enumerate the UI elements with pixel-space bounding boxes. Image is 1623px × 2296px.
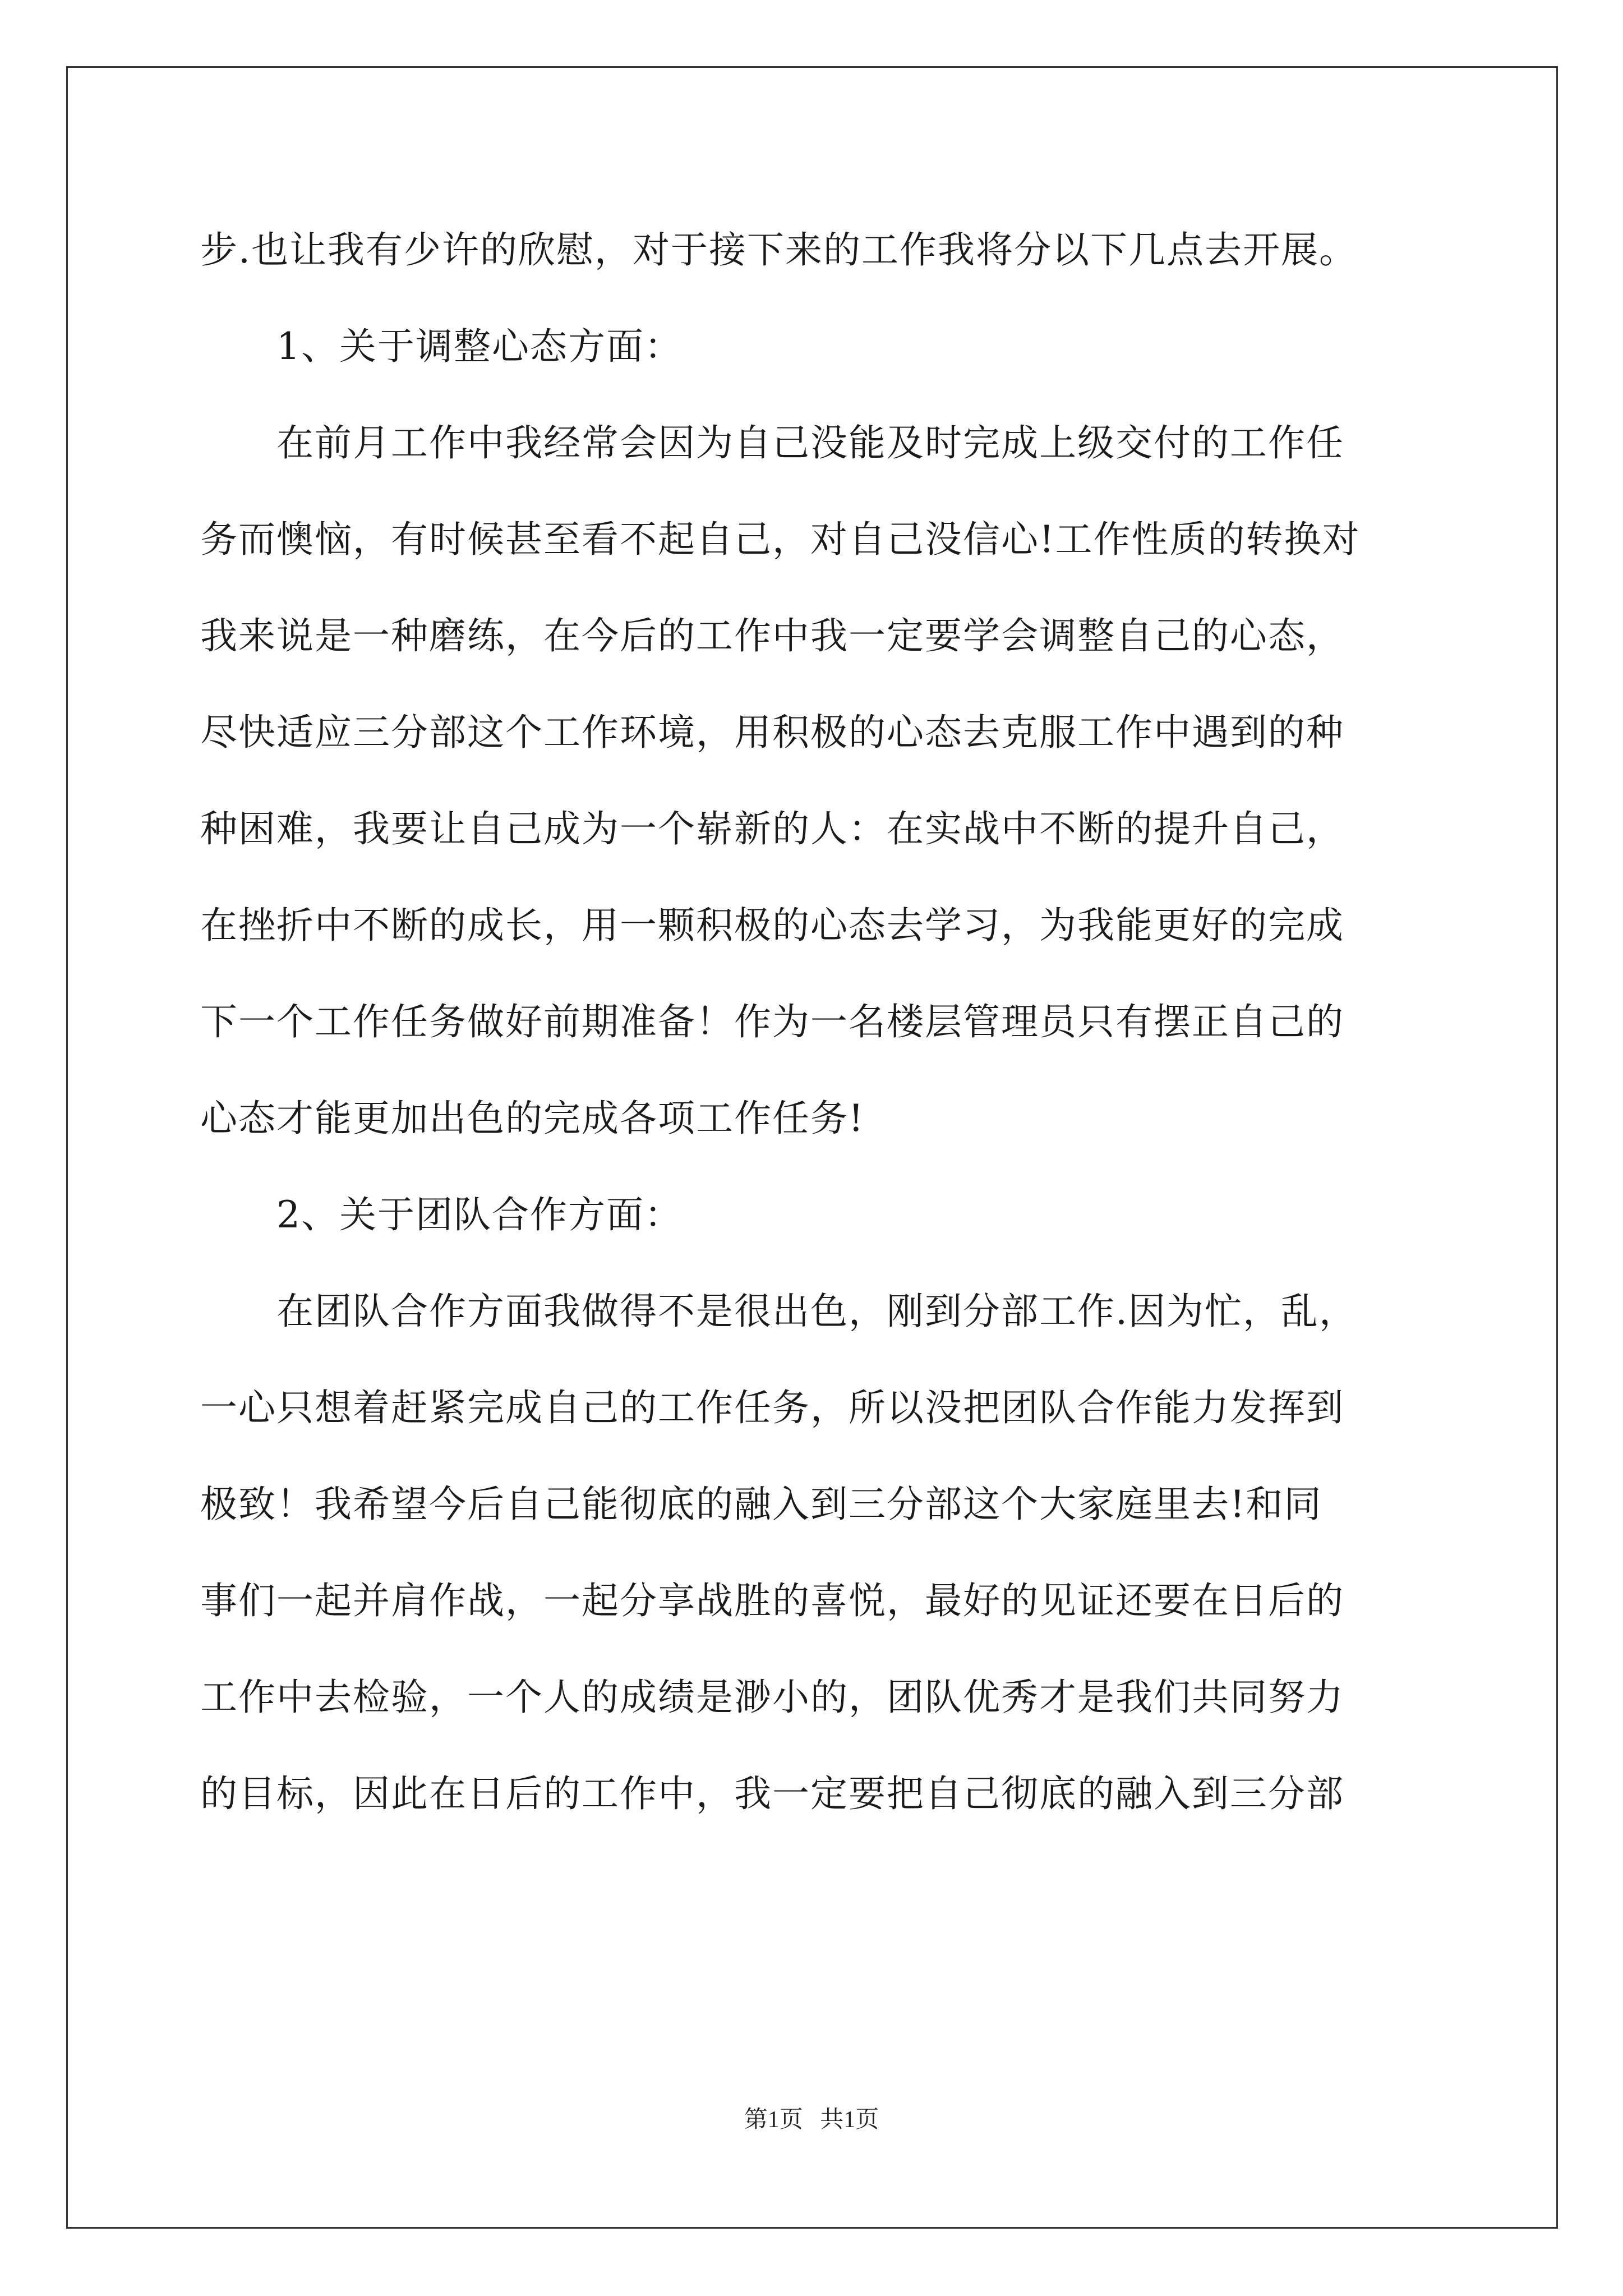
paragraph-line: 极致！我希望今后自己能彻底的融入到三分部这个大家庭里去!和同	[200, 1483, 1322, 1526]
paragraph-line: 种困难，我要让自己成为一个崭新的人：在实战中不断的提升自己，	[200, 807, 1344, 850]
paragraph-line: 在团队合作方面我做得不是很出色，刚到分部工作.因为忙，乱，	[276, 1290, 1357, 1333]
paragraph-line: 在挫折中不断的成长，用一颗积极的心态去学习，为我能更好的完成	[200, 904, 1344, 947]
paragraph-line: 工作中去检验，一个人的成绩是渺小的，团队优秀才是我们共同努力	[200, 1676, 1344, 1719]
section-heading: 1、关于调整心态方面：	[276, 325, 683, 368]
paragraph-line: 务而懊恼，有时候甚至看不起自己，对自己没信心!工作性质的转换对	[200, 518, 1361, 561]
paragraph-line: 尽快适应三分部这个工作环境，用积极的心态去克服工作中遇到的种	[200, 711, 1344, 754]
paragraph-line: 的目标，因此在日后的工作中，我一定要把自己彻底的融入到三分部	[200, 1772, 1344, 1815]
page-total: 共1页	[820, 2107, 879, 2133]
paragraph-line: 步.也让我有少许的欣慰，对于接下来的工作我将分以下几点去开展。	[200, 228, 1357, 272]
paragraph-line: 一心只想着赶紧完成自己的工作任务，所以没把团队合作能力发挥到	[200, 1386, 1344, 1429]
paragraph-line: 事们一起并肩作战，一起分享战胜的喜悦，最好的见证还要在日后的	[200, 1579, 1344, 1622]
page-footer	[0, 2101, 1623, 2134]
paragraph-line: 在前月工作中我经常会因为自己没能及时完成上级交付的工作任	[276, 421, 1344, 464]
paragraph-line: 下一个工作任务做好前期准备！作为一名楼层管理员只有摆正自己的	[200, 1000, 1344, 1043]
document-body	[200, 202, 1428, 1842]
paragraph-line: 心态才能更加出色的完成各项工作任务!	[200, 1097, 865, 1140]
paragraph-line: 我来说是一种磨练，在今后的工作中我一定要学会调整自己的心态，	[200, 614, 1344, 657]
section-heading: 2、关于团队合作方面：	[276, 1193, 683, 1236]
page-number: 第1页	[744, 2107, 803, 2133]
